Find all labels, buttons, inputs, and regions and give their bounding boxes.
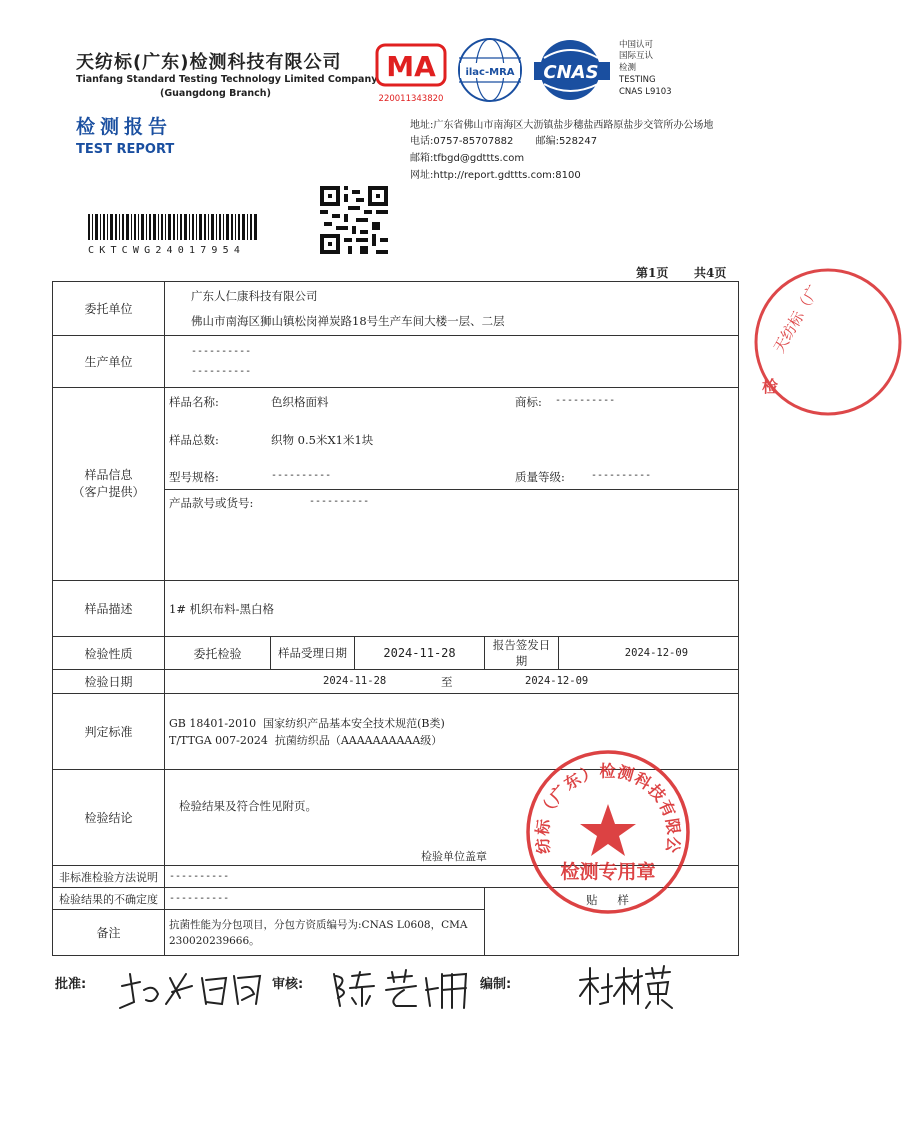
report-title-cn: 检测报告: [76, 116, 173, 138]
contact-email: 邮箱:tfbgd@gdttts.com: [410, 153, 525, 164]
cert-side-2: 国际互认: [619, 51, 654, 61]
sample-qty-label: 样品总数:: [169, 433, 219, 447]
official-stamp: [524, 748, 692, 916]
ilac-label: ilac-MRA: [465, 67, 515, 78]
nature-label: 检验性质: [53, 637, 165, 670]
description-label: 样品描述: [53, 581, 165, 637]
client-row: [53, 282, 739, 336]
paste-sample-box: 贴 样: [485, 888, 739, 956]
conclusion-value: 检验结果及符合性见附页。: [179, 799, 317, 813]
quality-label: 质量等级:: [515, 470, 565, 484]
issued-value: 2024-12-09: [559, 637, 739, 670]
nature-value: 委托检验: [165, 637, 271, 670]
cert-side-5: CNAS L9103: [619, 87, 672, 97]
contact-address: 地址:广东省佛山市南海区大沥镇盐步穗盐西路原盐步交管所办公场地: [410, 120, 714, 131]
client-label: 委托单位: [53, 282, 165, 336]
sample-info-sublabel: （客户提供）: [72, 485, 145, 499]
description-row: [53, 581, 739, 637]
company-name-cn: 天纺标(广东)检测科技有限公司: [76, 52, 342, 73]
test-date-label: 检验日期: [53, 670, 165, 694]
sample-qty: 织物 0.5米X1米1块: [271, 433, 374, 447]
nonstd-value: ----------: [165, 866, 739, 888]
trademark-value: ----------: [555, 395, 616, 406]
barcode-text: CKTCWG24017954: [88, 245, 246, 256]
quality-value: ----------: [591, 470, 652, 481]
standard-1: GB 18401-2010 国家纺织产品基本安全技术规范(B类): [169, 716, 445, 730]
cnas-logo: [532, 38, 612, 102]
edge-stamp-text: 天纺标（广: [769, 282, 823, 356]
compile-label: 编制:: [480, 977, 512, 992]
nature-row: [53, 637, 739, 670]
company-branch-en: (Guangdong Branch): [160, 88, 271, 99]
approve-signature: [114, 964, 274, 1018]
model-label: 型号规格:: [169, 470, 219, 484]
test-date-row: [53, 670, 739, 694]
cert-side-1: 中国认可: [619, 40, 654, 50]
uncertainty-label: 检验结果的不确定度: [53, 888, 165, 910]
uncertainty-value: ----------: [165, 888, 485, 910]
contact-phone: 电话:0757-85707882 邮编:528247: [410, 136, 598, 147]
sample-info-row: [53, 388, 739, 581]
conclusion-label: 检验结论: [53, 770, 165, 866]
model-value: ----------: [271, 470, 332, 481]
contact-website: 网址:http://report.gdttts.com:8100: [410, 170, 581, 181]
review-label: 审核:: [272, 977, 304, 992]
qr-code: [320, 186, 388, 258]
producer-row: [53, 336, 739, 388]
standard-2: T/TTGA 007-2024 抗菌纺织品（AAAAAAAAAA级）: [169, 733, 443, 747]
standard-label: 判定标准: [53, 694, 165, 770]
received-value: 2024-11-28: [355, 637, 485, 670]
remark-label: 备注: [53, 910, 165, 956]
barcode: [88, 214, 258, 256]
issued-label: 报告签发日期: [485, 637, 559, 670]
stamp-center-text: 检测专用章: [560, 861, 656, 883]
test-date-to: 2024-12-09: [525, 675, 589, 687]
sample-info-label: 样品信息: [84, 468, 133, 482]
edge-stamp: [752, 262, 823, 422]
stamp-ring-text: 纺标（广东）检测科技有限公: [532, 761, 684, 856]
received-label: 样品受理日期: [271, 637, 355, 670]
cert-side-4: TESTING: [619, 75, 656, 85]
style-value: ----------: [309, 496, 370, 507]
page-current: 第1页: [636, 266, 669, 280]
edge-stamp-char: 检: [762, 377, 779, 396]
seal-note: 检验单位盖章: [421, 850, 487, 863]
compile-signature: [576, 964, 676, 1014]
cma-logo: [374, 42, 448, 102]
producer-label: 生产单位: [53, 336, 165, 388]
sample-info-divider: [165, 489, 739, 490]
test-date-to-word: 至: [441, 675, 453, 689]
producer-line1: ----------: [191, 345, 252, 357]
cma-number: 220011343820: [378, 94, 444, 104]
remark-value: 抗菌性能为分包项目，分包方资质编号为:CNAS L0608，CMA 230020239666。: [165, 910, 485, 956]
cnas-label: CNAS: [543, 62, 599, 83]
sample-name: 色织格面料: [271, 395, 329, 409]
sample-name-label: 样品名称:: [169, 395, 219, 409]
test-date-from: 2024-11-28: [323, 675, 387, 687]
review-signature: [326, 966, 476, 1018]
company-name-en: Tianfang Standard Testing Technology Limited Company: [76, 74, 378, 85]
report-title-en: TEST REPORT: [76, 142, 175, 157]
trademark-label: 商标:: [515, 395, 542, 409]
svg-text:MA: MA: [386, 50, 436, 83]
client-name: 广东人仁康科技有限公司: [191, 288, 318, 303]
description-value: 1# 机织布料-黑白格: [165, 581, 739, 637]
style-label: 产品款号或货号:: [169, 496, 254, 510]
client-address: 佛山市南海区狮山镇松岗禅炭路18号生产车间大楼一层、二层: [191, 313, 505, 328]
cert-side-3: 检测: [619, 63, 637, 73]
nonstd-label: 非标准检验方法说明: [53, 866, 165, 888]
approve-label: 批准:: [55, 977, 87, 992]
ilac-mra-logo: [456, 36, 524, 104]
producer-line2: ----------: [191, 365, 252, 377]
page-total: 共4页: [694, 266, 727, 280]
